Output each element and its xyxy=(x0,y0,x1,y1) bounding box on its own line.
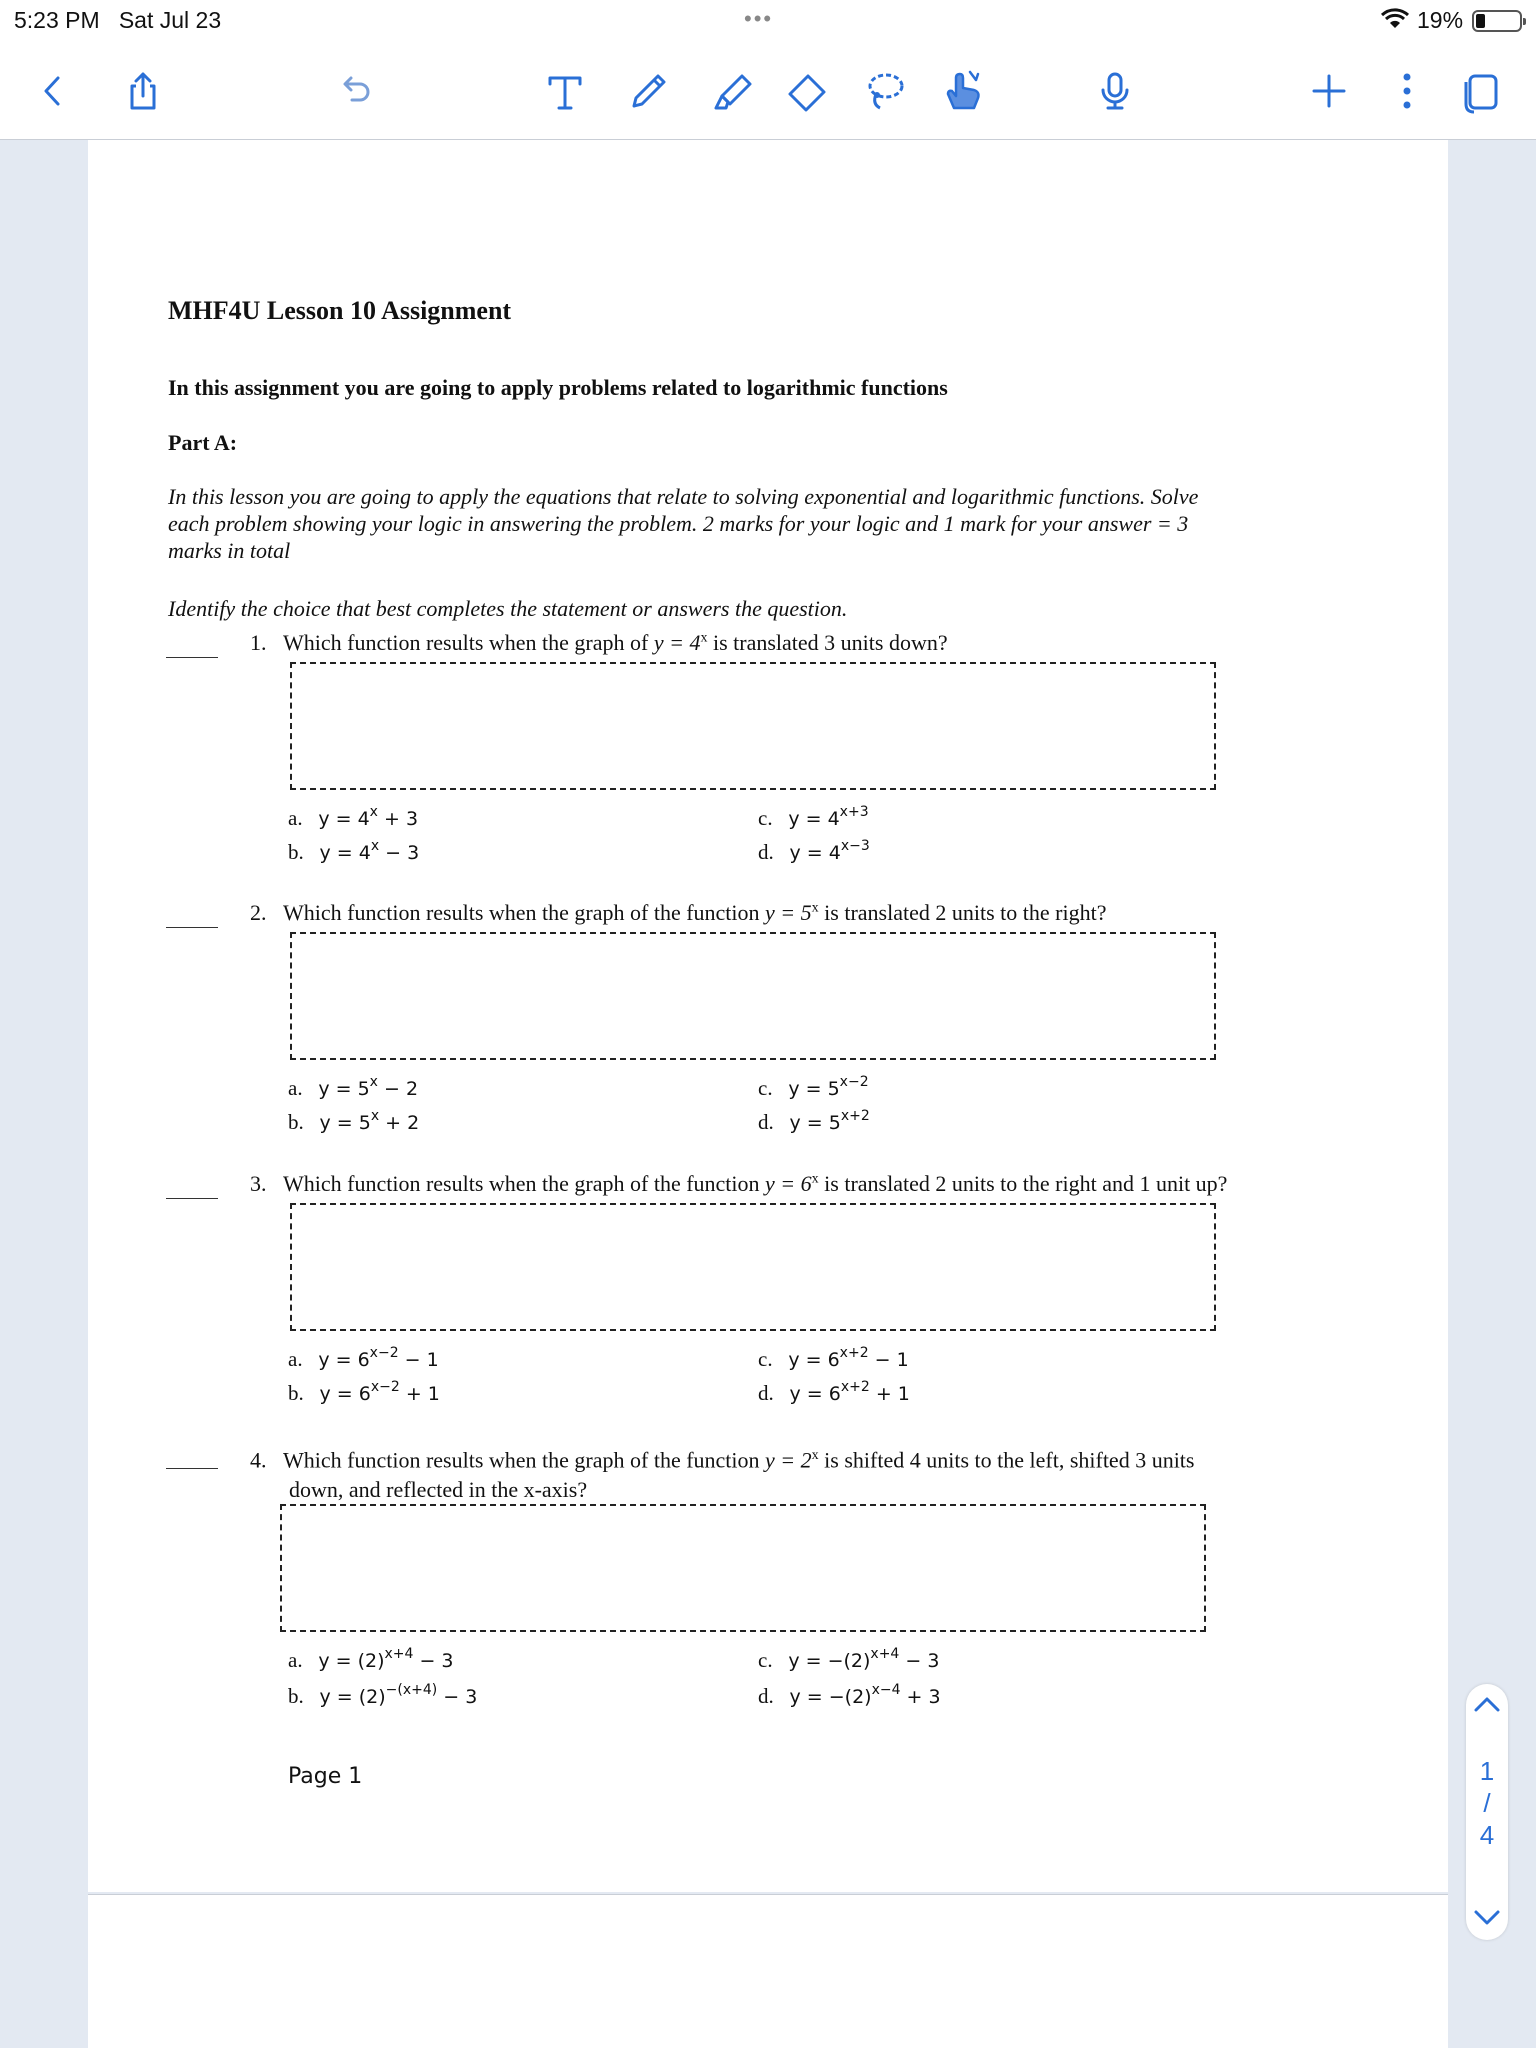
option-3b[interactable]: b. $y = 6^{x-2} + 1$ xyxy=(288,1379,440,1405)
highlighter-icon[interactable] xyxy=(706,64,760,118)
option-2a[interactable]: a. $y = 5^x - 2$ xyxy=(288,1074,419,1100)
option-4b[interactable]: b. $y = (2)^{-(x+4)} - 3$ xyxy=(288,1682,478,1708)
work-box-4[interactable] xyxy=(280,1504,1206,1632)
option-2d[interactable]: d. $y = 5^{x+2}$ xyxy=(758,1108,870,1134)
eraser-icon[interactable] xyxy=(780,64,834,118)
option-4c[interactable]: c. $y = -(2)^{x+4} - 3$ xyxy=(758,1646,940,1672)
page-separator: / xyxy=(1483,1788,1491,1818)
question-3: 3. Which function results when the graph of the function $y = 6^x$ is translated 2 units to the right and 1 unit up? xyxy=(250,1171,1228,1196)
work-box-3[interactable] xyxy=(290,1203,1216,1331)
document-page[interactable] xyxy=(88,140,1448,1892)
document-title: MHF4U Lesson 10 Assignment xyxy=(168,296,512,325)
previous-page-icon[interactable] xyxy=(1471,1692,1503,1721)
battery-icon xyxy=(1472,10,1522,32)
question-4: 4. Which function results when the graph of the function $y = 2^x$ is shifted 4 units to the left, shifted 3 units down, and reflected in the x-axis? xyxy=(250,1447,1195,1503)
pen-icon[interactable] xyxy=(622,64,676,118)
battery-percent: 19% xyxy=(1417,7,1464,33)
share-icon[interactable] xyxy=(116,64,170,118)
multitasking-dots[interactable]: ••• xyxy=(744,6,774,31)
next-page-icon[interactable] xyxy=(1471,1906,1503,1935)
wifi-icon xyxy=(1380,8,1410,35)
more-icon[interactable] xyxy=(1380,64,1434,118)
option-2c[interactable]: c. $y = 5^{x-2}$ xyxy=(758,1074,869,1100)
answer-blank-2[interactable] xyxy=(166,927,218,928)
option-1c[interactable]: c. $y = 4^{x+3}$ xyxy=(758,804,869,830)
instructions: In this lesson you are going to apply the equations that relate to solving exponential and logarithmic functions. Solve each problem showing your logic in answering the problem. 2 marks for your logic and 1 mark for your answer = 3 marks in total xyxy=(168,484,1199,563)
document-intro: In this assignment you are going to apply problems related to logarithmic functions xyxy=(168,375,948,400)
option-3d[interactable]: d. $y = 6^{x+2} + 1$ xyxy=(758,1379,910,1405)
answer-blank-3[interactable] xyxy=(166,1198,218,1199)
text-tool-icon[interactable] xyxy=(538,64,592,118)
option-4d[interactable]: d. $y = -(2)^{x-4} + 3$ xyxy=(758,1682,941,1708)
add-icon[interactable] xyxy=(1302,64,1356,118)
option-4a[interactable]: a. $y = (2)^{x+4} - 3$ xyxy=(288,1646,454,1672)
option-3c[interactable]: c. $y = 6^{x+2} - 1$ xyxy=(758,1345,909,1371)
back-icon[interactable] xyxy=(26,64,80,118)
option-3a[interactable]: a. $y = 6^{x-2} - 1$ xyxy=(288,1345,439,1371)
status-time: 5:23 PM Sat Jul 23 xyxy=(14,7,222,33)
option-1d[interactable]: d. $y = 4^{x-3}$ xyxy=(758,838,870,864)
question-1: 1. Which function results when the graph of $y = 4^x$ is translated 3 units down? xyxy=(250,630,948,655)
status-bar xyxy=(0,0,1536,40)
part-heading: Part A: xyxy=(168,430,238,455)
lasso-icon[interactable] xyxy=(858,64,912,118)
option-1a[interactable]: a. $y = 4^x + 3$ xyxy=(288,804,419,830)
answer-blank-4[interactable] xyxy=(166,1468,218,1469)
page-layout-icon[interactable] xyxy=(1454,64,1508,118)
microphone-icon[interactable] xyxy=(1088,64,1142,118)
identify-instruction: Identify the choice that best completes the statement or answers the question. xyxy=(168,596,848,621)
toolbar xyxy=(0,40,1536,140)
work-box-2[interactable] xyxy=(290,932,1216,1060)
undo-icon[interactable] xyxy=(328,64,382,118)
hand-touch-icon[interactable] xyxy=(936,64,990,118)
question-2: 2. Which function results when the graph of the function $y = 5^x$ is translated 2 units to the right? xyxy=(250,900,1107,925)
option-2b[interactable]: b. $y = 5^x + 2$ xyxy=(288,1108,420,1134)
work-box-1[interactable] xyxy=(290,662,1216,790)
current-page-number: 1 xyxy=(1479,1756,1495,1786)
option-1b[interactable]: b. $y = 4^x - 3$ xyxy=(288,838,420,864)
page-label: Page 1 xyxy=(288,1764,363,1789)
total-pages: 4 xyxy=(1479,1820,1495,1850)
document-page-2[interactable] xyxy=(88,1894,1448,2048)
answer-blank-1[interactable] xyxy=(166,657,218,658)
page-navigator xyxy=(1466,1684,1508,1940)
